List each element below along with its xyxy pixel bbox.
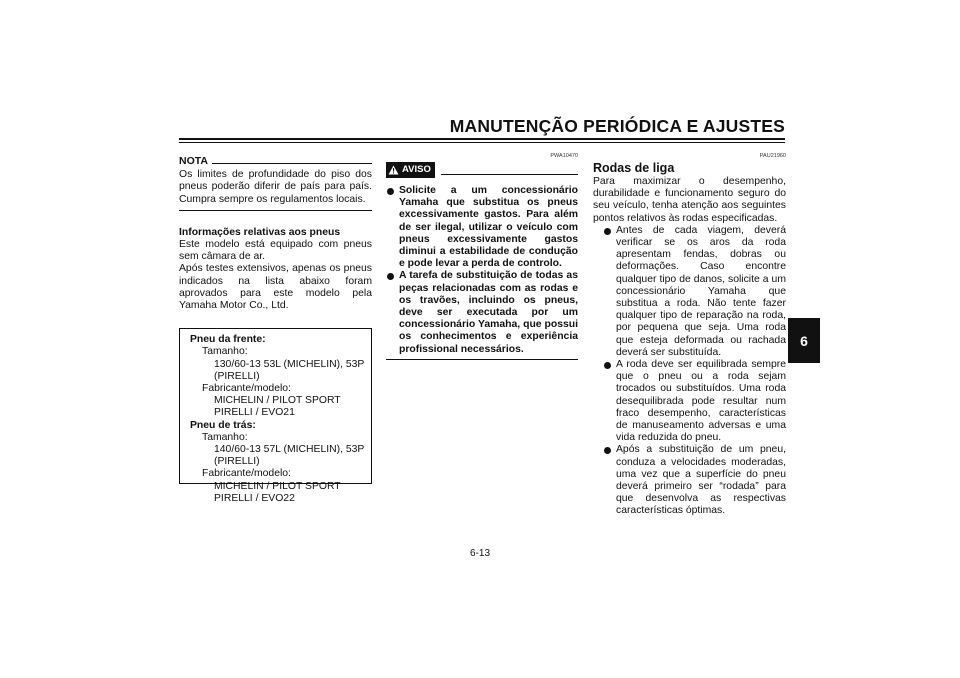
rear-size-label: Tamanho:: [202, 431, 248, 443]
list-item: [603, 444, 786, 517]
rear-maker-label: Fabricante/modelo:: [202, 468, 291, 480]
aviso-badge: [386, 162, 435, 178]
front-tire-label: Pneu da frente:: [190, 334, 266, 346]
page-title: MANUTENÇÃO PERIÓDICA E AJUSTES: [449, 116, 785, 136]
list-item: [603, 359, 786, 444]
right-column: [593, 153, 786, 518]
section-title: Rodas de liga: [593, 161, 675, 175]
left-column: [179, 155, 372, 504]
tire-spec-box: [179, 328, 372, 504]
front-size-label: Tamanho:: [202, 346, 248, 358]
warning-text: Solicite a um concessionário Yamaha que substitua os pneus excessivamente gastos. Para além de ser ilegal, utilizar o veículo com pneus excessivamente gastos diminui a estabilidade de condução e pode levar a perda de controlo.: [399, 185, 578, 270]
tire-info-heading: Informações relativas aos pneus: [179, 226, 341, 238]
warning-item: [386, 185, 578, 270]
tire-info-paragraph-1: Este modelo está equipado com pneus sem câmara de ar.: [179, 239, 372, 263]
nota-label: NOTA: [179, 155, 208, 167]
list-item-text: Após a substituição de um pneu, conduza a velocidades moderadas, uma vez que a superfície do pneu deverá primeiro ser “rodada” para que desenvolva as respectivas características óptimas.: [616, 444, 786, 517]
list-item: [603, 225, 786, 359]
middle-column: [386, 153, 578, 360]
bullet-icon: [387, 188, 394, 195]
aviso-label: AVISO: [402, 163, 431, 175]
rear-tire-label: Pneu de trás:: [190, 419, 256, 431]
rear-size-value-1: 140/60-13 57L (MICHELIN), 53P: [214, 444, 365, 456]
nota-header: [179, 155, 372, 167]
bullet-icon: [604, 447, 611, 454]
tire-info-paragraph-2: Após testes extensivos, apenas os pneus indicados na lista abaixo foram aprovados para este modelo pela Yamaha Motor Co., Ltd.: [179, 263, 372, 312]
rear-maker-value-2: PIRELLI / EVO22: [214, 492, 295, 504]
wheel-care-list: [593, 225, 786, 518]
front-size-value-1: 130/60-13 53L (MICHELIN), 53P: [214, 358, 365, 370]
chapter-tab: 6: [788, 318, 820, 363]
warning-ref-code: PWA10470: [550, 153, 578, 159]
section-intro: Para maximizar o desempenho, durabilidade e funcionamento seguro do seu veículo, tenha atenção aos seguintes pontos relativos às rodas especificadas.: [593, 176, 786, 224]
front-maker-value-1: MICHELIN / PILOT SPORT: [214, 395, 341, 407]
bullet-icon: [604, 228, 611, 235]
aviso-header: [386, 162, 578, 178]
title-rule-thin: [179, 142, 785, 143]
page-number: 6-13: [469, 548, 490, 559]
warning-list: [386, 185, 578, 356]
list-item-text: A roda deve ser equilibrada sempre que o pneu ou a roda sejam trocados ou substituídos. Uma roda desequilibrada pode resultar num fraco desempenho, características de manuseamento adversas e uma vida reduzida do pneu.: [616, 359, 786, 444]
front-maker-label: Fabricante/modelo:: [202, 383, 291, 395]
front-maker-value-2: PIRELLI / EVO21: [214, 407, 295, 419]
nota-rule: [212, 163, 372, 164]
bullet-icon: [604, 362, 611, 369]
nota-text: Os limites de profundidade do piso dos pneus poderão diferir de país para país. Cumpra sempre os regulamentos locais.: [179, 169, 372, 205]
warning-end-rule: [386, 359, 578, 360]
rear-size-value-2: (PIRELLI): [214, 456, 260, 468]
section-ref-code: PAU21960: [759, 153, 786, 159]
rear-maker-value-1: MICHELIN / PILOT SPORT: [214, 480, 341, 492]
title-rule-thick: [179, 138, 785, 140]
warning-triangle-icon: [388, 165, 399, 175]
front-size-value-2: (PIRELLI): [214, 370, 260, 382]
warning-item: [386, 270, 578, 355]
aviso-rule: [441, 174, 578, 175]
spacer: [179, 211, 372, 227]
list-item-text: Antes de cada viagem, deverá verificar se os aros da roda apresentam fendas, dobras ou deformações. Caso encontre qualquer tipo de danos, solicite a um concessionário Yamaha que substitua a roda. Não tente fazer qualquer tipo de reparação na roda, por pequena que seja. Uma roda que esteja deformada ou rachada deverá ser substituída.: [616, 224, 786, 358]
warning-text: A tarefa de substituição de todas as peças relacionadas com as rodas e os travões, incluindo os pneus, deve ser executada por um concessionário Yamaha, que possui os conhecimentos e experiência profissional necessários.: [399, 270, 578, 355]
bullet-icon: [387, 273, 394, 280]
